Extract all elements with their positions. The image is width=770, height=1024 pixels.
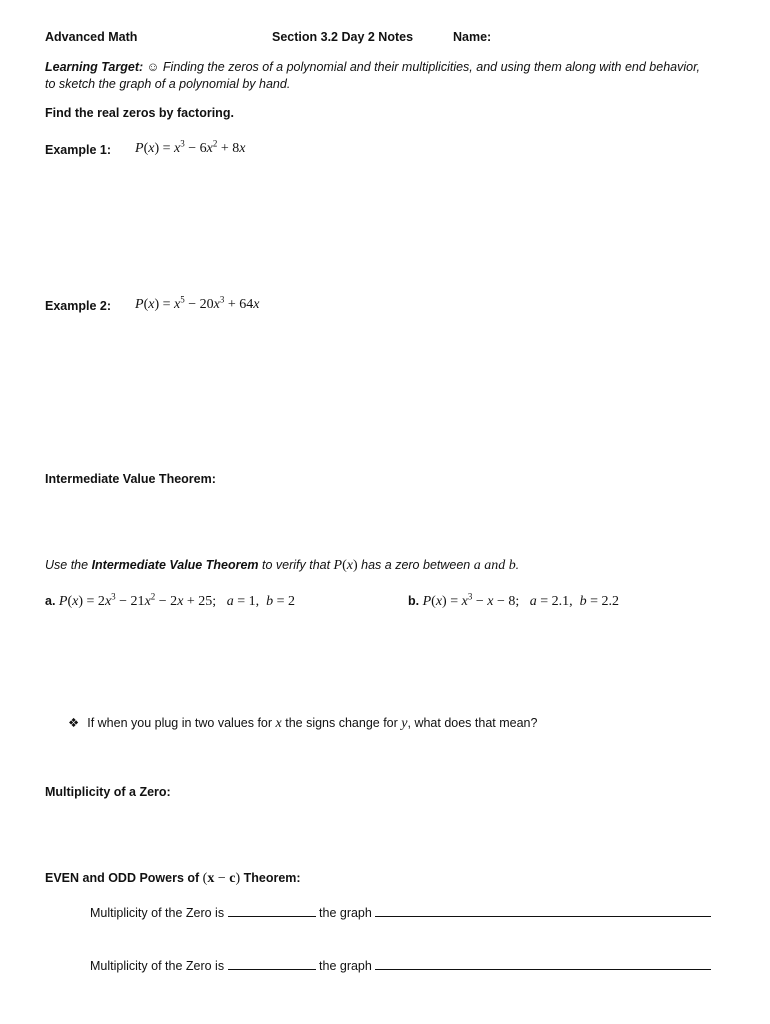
part-b-label: b.	[408, 594, 420, 608]
diamond-bullet-icon: ❖	[68, 716, 80, 730]
learning-target-line1	[45, 60, 700, 74]
blank-multiplicity-1[interactable]	[228, 906, 316, 917]
learning-target-text: Finding the zeros of a polynomial and their multiplicities, and using them along with end behavior,	[162, 60, 701, 74]
multiplicity-heading: Multiplicity of a Zero:	[45, 785, 171, 799]
example-2-label: Example 2:	[45, 299, 112, 313]
part-b-equation: $P(x) = x^3 - x - 8$; a = 2.1, b = 2.2	[422, 591, 620, 609]
question: ❖ If when you plug in two values for x the signs change for y, what does that mean?	[68, 716, 538, 731]
part-a	[45, 591, 296, 610]
course-title: Advanced Math	[45, 30, 138, 44]
smiley-icon: ☺	[146, 60, 160, 74]
ivt-instruction: Use the Intermediate Value Theorem to verify that P(x) has a zero between a and b.	[45, 558, 520, 573]
even-odd-heading: EVEN and ODD Powers of (x − c) Theorem:	[45, 871, 301, 886]
example-2-equation: $P(x) = x^5 - 20x^3 + 64x$	[135, 294, 260, 312]
blank-graph-2[interactable]	[375, 959, 711, 970]
section-title: Section 3.2 Day 2 Notes	[272, 30, 414, 44]
part-b	[408, 591, 620, 610]
ivt-heading: Intermediate Value Theorem:	[45, 472, 216, 486]
blank-multiplicity-2[interactable]	[228, 959, 316, 970]
fill-line-2: Multiplicity of the Zero is the graph	[90, 959, 711, 973]
name-label: Name:	[453, 30, 492, 44]
part-a-label: a.	[45, 594, 56, 608]
blank-graph-1[interactable]	[375, 906, 711, 917]
part-a-equation: $P(x) = 2x^3 - 21x^2 - 2x + 25$; a = 1, b = 2	[58, 591, 296, 609]
learning-target-label: Learning Target:	[45, 60, 144, 74]
learning-target-line2: to sketch the graph of a polynomial by hand.	[45, 77, 291, 91]
find-zeros-heading: Find the real zeros by factoring.	[45, 106, 234, 120]
fill-line-1: Multiplicity of the Zero is the graph	[90, 906, 711, 920]
example-1-label: Example 1:	[45, 143, 112, 157]
example-1-equation: $P(x) = x^3 - 6x^2 + 8x$	[135, 138, 246, 156]
